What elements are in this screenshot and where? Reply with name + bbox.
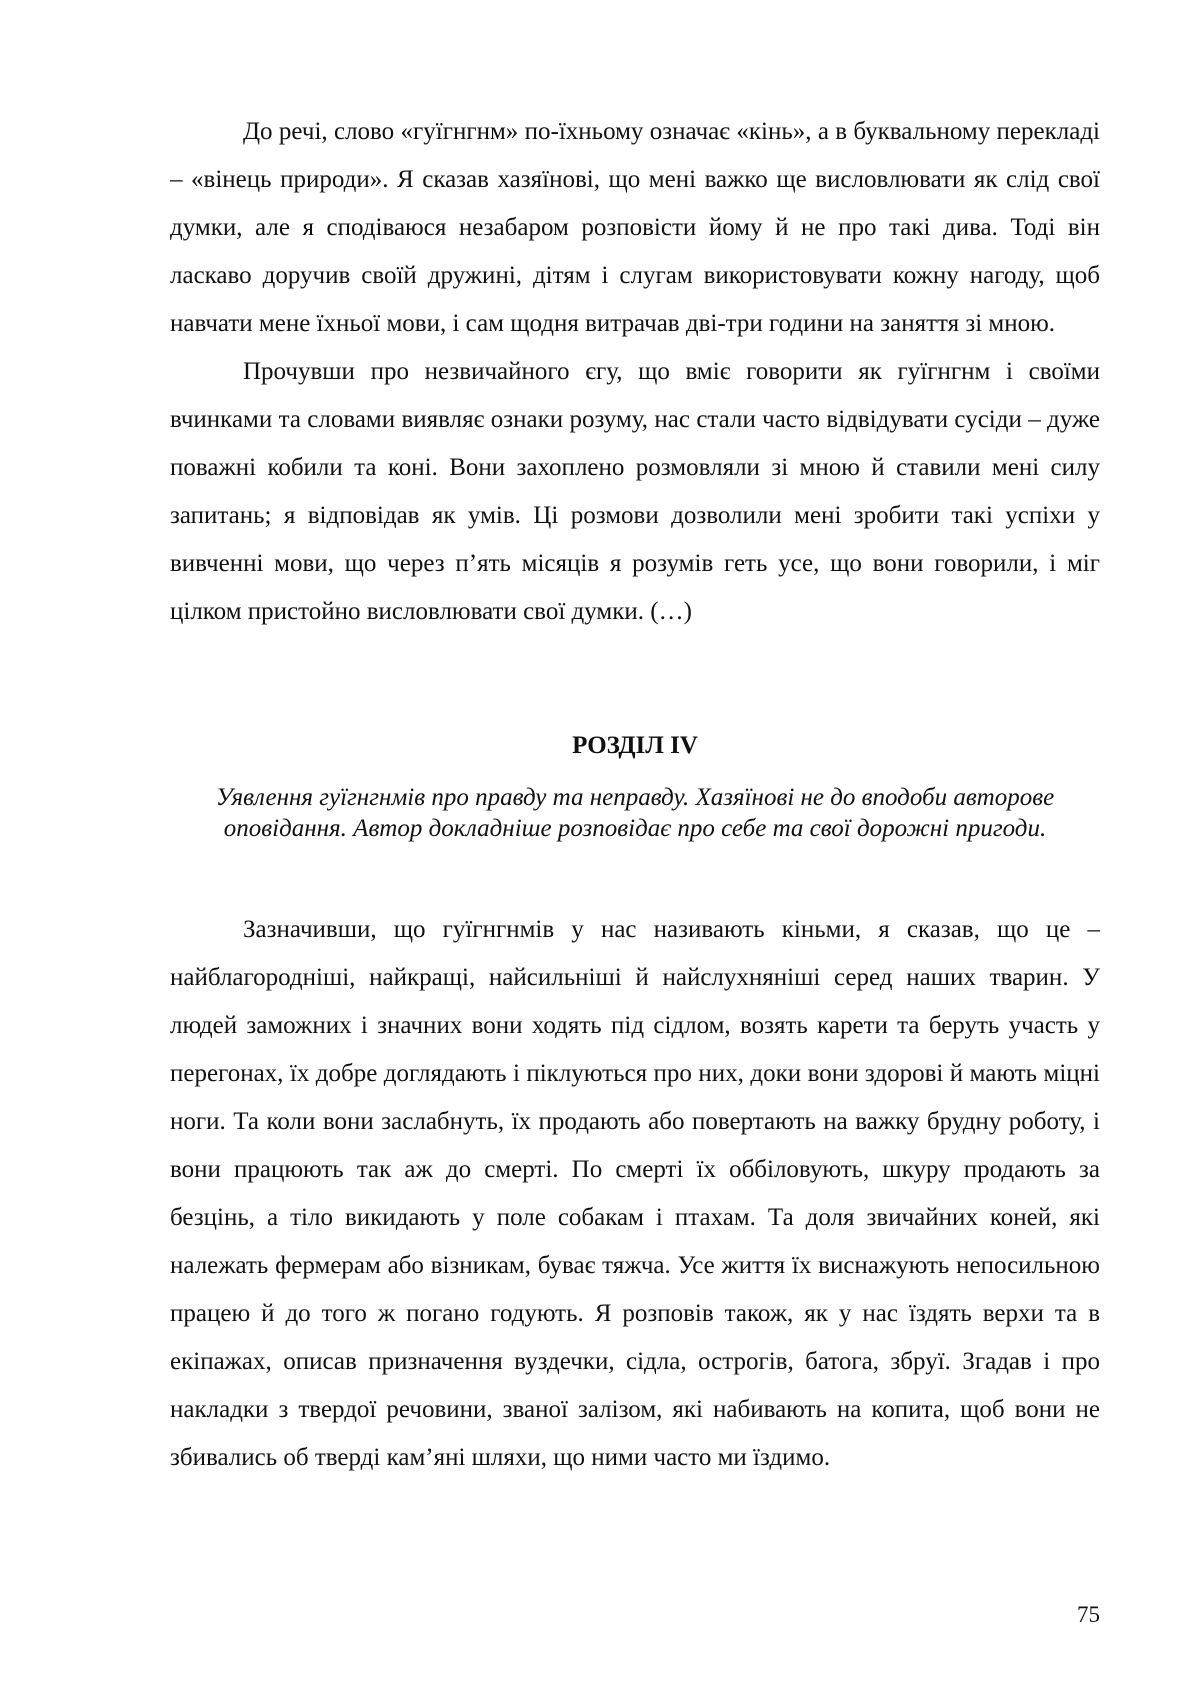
text-block-top [170, 108, 1100, 636]
paragraph: Прочувши про незвичайного єгу, що вміє говорити як гуїгнгнм і своїми вчинками та словами виявляє ознаки розуму, нас стали часто відвідувати сусіди – дуже поважні кобили та коні. Вони захоплено розмовляли зі мною й ставили мені силу запитань; я відповідав як умів. Ці розмови дозволили мені зробити такі успіхи у вивченні мови, що через п’ять місяців я розумів геть усе, що вони говорили, і міг цілком пристойно висловлювати свої думки. (…) [170, 358, 1100, 625]
chapter-summary: Уявлення гуїгнгнмів про правду та неправду. Хазяїнові не до вподоби авторове оповідання. Автор докладніше розповідає про себе та свої дорожні пригоди. [215, 784, 1055, 842]
page-number: 75 [1077, 1602, 1100, 1627]
chapter-heading: РОЗДІЛ IV [572, 732, 698, 759]
paragraph: Зазначивши, що гуїгнгнмів у нас називають кіньми, я сказав, що це – найблагородніші, найкращі, найсильніші й найслухняніші серед наших тварин. У людей заможних і значних вони ходять під сідлом, возять карети та беруть участь у перегонах, їх добре доглядають і піклуються про них, доки вони здорові й мають міцні ноги. Та коли вони заслабнуть, їх продають або повертають на важку брудну роботу, і вони працюють так аж до смерті. По смерті їх оббіловують, шкуру продають за безцінь, а тіло викидають у поле собакам і птахам. Та доля звичайних коней, які належать фермерам або візникам, буває тяжча. Усе життя їх виснажують непосильною працею й до того ж погано годують. Я розповів також, як у нас їздять верхи та в екіпажах, описав призначення вуздечки, сідла, острогів, батога, збруї. Згадав і про накладки з твердої речовини, званої залізом, які набивають на копита, щоб вони не збивались об тверді кам’яні шляхи, що ними часто ми їздимо. [170, 916, 1100, 1471]
text-block-bottom [170, 906, 1100, 1482]
paragraph: До речі, слово «гуїгнгнм» по-їхньому означає «кінь», а в буквальному перекладі – «вінець природи». Я сказав хазяїнові, що мені важко ще висловлювати як слід свої думки, але я сподіваюся незабаром розповісти йому й не про такі дива. Тоді він ласкаво доручив своїй дружині, дітям і слугам використовувати кожну нагоду, щоб навчати мене їхньої мови, і сам щодня витрачав дві-три години на заняття зі мною. [170, 118, 1100, 337]
